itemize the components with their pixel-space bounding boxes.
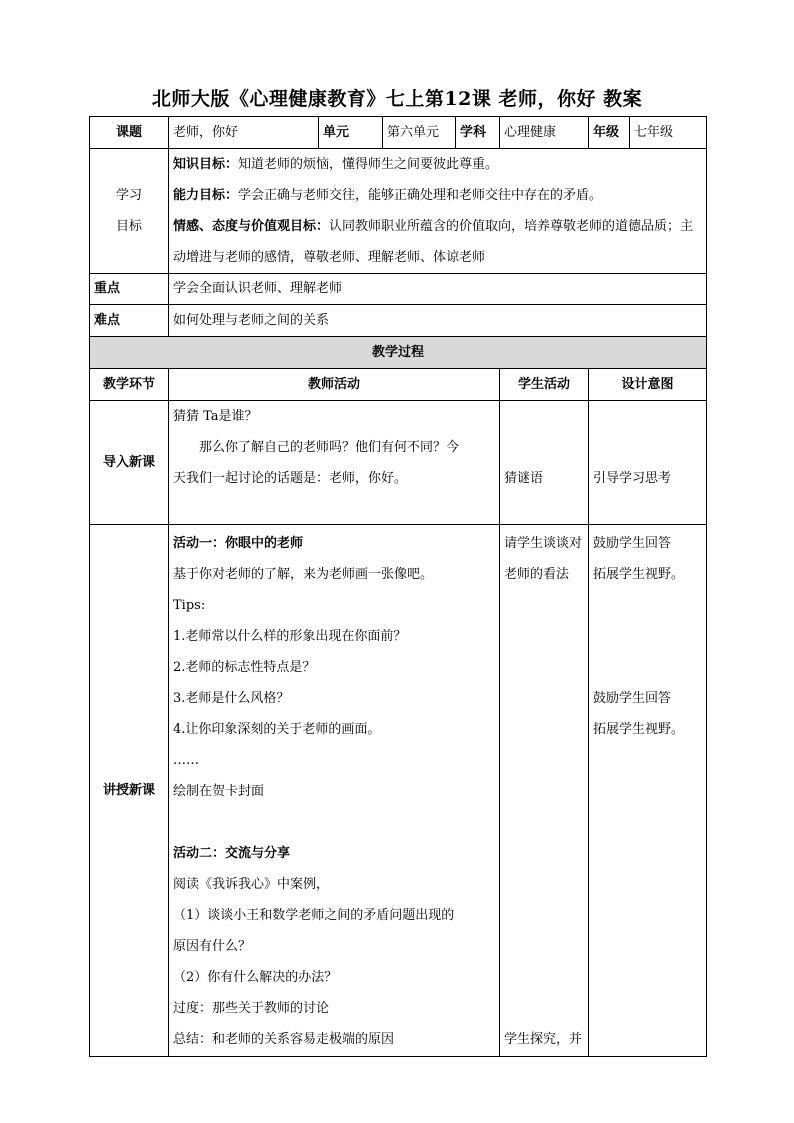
grade-label: 年级	[589, 117, 630, 149]
key-point-row	[90, 274, 707, 305]
tip-4: 4.让你印象深刻的关于老师的画面。	[173, 722, 381, 737]
lesson-plan-table	[89, 116, 707, 1057]
topic-label: 课题	[90, 117, 169, 149]
col-intent: 设计意图	[589, 369, 707, 401]
intro-intent: 引导学习思考	[589, 401, 707, 525]
col-teacher: 教师活动	[169, 369, 500, 401]
emotion-label: 情感、态度与价值观目标：	[173, 219, 330, 234]
tip-3: 3.老师是什么风格？	[173, 691, 290, 706]
grade-value: 七年级	[630, 117, 707, 149]
intro-row	[90, 401, 707, 525]
lecture-student: 请学生谈谈对 老师的看法 学生探究，并	[500, 525, 589, 1057]
topic-value: 老师，你好	[169, 117, 319, 149]
key-point-label: 重点	[90, 274, 169, 305]
col-student: 学生活动	[500, 369, 589, 401]
emotion-text-1: 认同教师职业所蕴含的价值取向，培养尊敬老师的道德品质；主	[329, 219, 694, 234]
page-title: 北师大版《心理健康教育》七上第12课 老师，你好 教案	[151, 88, 643, 110]
tip-2: 2.老师的标志性特点是？	[173, 660, 316, 675]
tip-1: 1.老师常以什么样的形象出现在你面前？	[173, 629, 407, 644]
activity-2-line: 阅读《我诉我心》中案例，	[173, 877, 330, 892]
objectives-label: 学习 目标	[90, 149, 169, 274]
difficulty-row	[90, 305, 707, 337]
tips-label: Tips:	[173, 598, 206, 613]
intro-stage: 导入新课	[90, 401, 169, 525]
subject-label: 学科	[456, 117, 500, 149]
intro-line-3: 天我们一起讨论的话题是：老师，你好。	[173, 471, 408, 486]
lecture-intent: 鼓励学生回答 拓展学生视野。 鼓励学生回答 拓展学生视野。	[589, 525, 707, 1057]
process-columns-row	[90, 369, 707, 401]
lecture-teacher	[169, 525, 500, 1057]
ability-text: 学会正确与老师交往，能够正确处理和老师交往中存在的矛盾。	[238, 188, 603, 203]
objectives-row	[90, 149, 707, 274]
unit-label: 单元	[319, 117, 383, 149]
intro-line-2: 那么你了解自己的老师吗？他们有何不同？今	[199, 440, 460, 455]
activity-2-title: 活动二：交流与分享	[173, 846, 291, 861]
transition: 过度：那些关于教师的讨论	[173, 1001, 330, 1016]
lecture-stage: 讲授新课	[90, 525, 169, 1057]
lecture-row	[90, 525, 707, 1057]
activity-2-q1-a: （1）谈谈小王和数学老师之间的矛盾问题出现的	[173, 908, 455, 923]
col-stage: 教学环节	[90, 369, 169, 401]
objectives-content	[169, 149, 707, 274]
process-heading-row	[90, 337, 707, 369]
knowledge-text: 知道老师的烦恼，懂得师生之间要彼此尊重。	[238, 157, 499, 172]
knowledge-label: 知识目标：	[173, 157, 239, 172]
ellipsis: ……	[173, 753, 199, 768]
activity-1-line: 基于你对老师的了解，来为老师画一张像吧。	[173, 567, 434, 582]
ability-label: 能力目标：	[173, 188, 239, 203]
unit-value: 第六单元	[383, 117, 456, 149]
intro-teacher	[169, 401, 500, 525]
intro-line-1: 猜猜 Ta是谁？	[173, 409, 258, 424]
activity-1-title: 活动一：你眼中的老师	[173, 536, 304, 551]
activity-1-draw: 绘制在贺卡封面	[173, 784, 265, 799]
difficulty-text: 如何处理与老师之间的关系	[169, 305, 707, 337]
activity-2-q1-b: 原因有什么？	[173, 939, 252, 954]
intro-student: 猜谜语	[500, 401, 589, 525]
process-heading: 教学过程	[90, 337, 707, 369]
key-point-text: 学会全面认识老师、理解老师	[169, 274, 707, 305]
summary: 总结：和老师的关系容易走极端的原因	[173, 1032, 395, 1047]
info-row	[90, 117, 707, 149]
difficulty-label: 难点	[90, 305, 169, 337]
emotion-text-2: 动增进与老师的感情，尊敬老师、理解老师、体谅老师	[173, 250, 486, 265]
activity-2-q2: （2）你有什么解决的办法？	[173, 970, 338, 985]
subject-value: 心理健康	[500, 117, 589, 149]
